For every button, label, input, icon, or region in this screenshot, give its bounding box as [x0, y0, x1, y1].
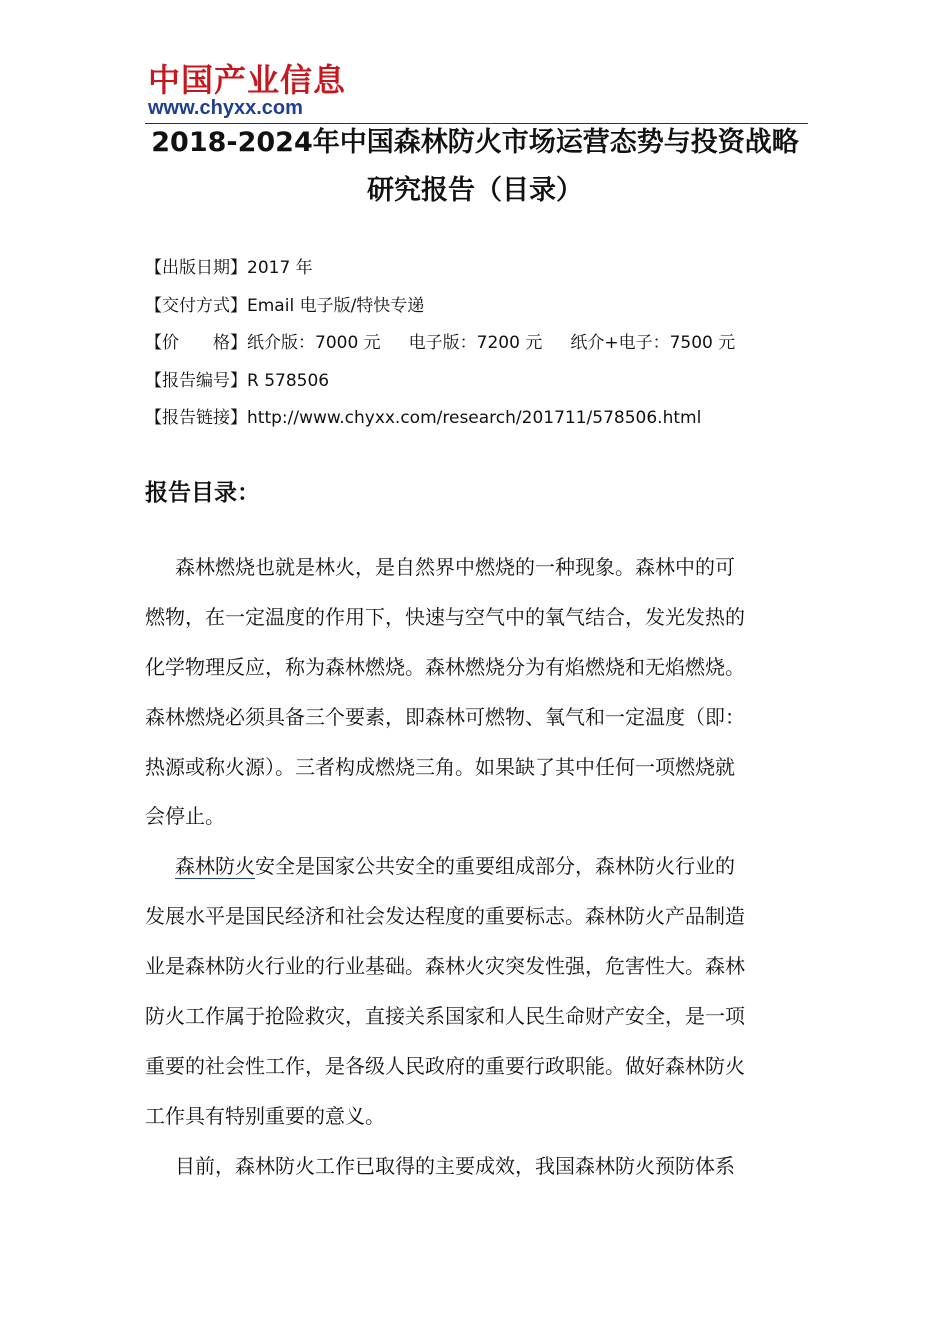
- paragraph-2-line: 业是森林防火行业的行业基础。森林火灾突发性强，危害性大。森林: [145, 954, 745, 979]
- price-row: [145, 325, 735, 363]
- report-code-value: R 578506: [247, 370, 330, 391]
- delivery-label: 【交付方式】: [145, 295, 247, 316]
- report-title-line-2: 研究报告（目录）: [367, 175, 583, 206]
- paragraph-2-line: 重要的社会性工作，是各级人民政府的重要行政职能。做好森林防火: [145, 1053, 745, 1078]
- paragraph-1-line: 森林燃烧也就是林火，是自然界中燃烧的一种现象。森林中的可: [175, 555, 735, 579]
- report-meta: [145, 250, 735, 438]
- paragraph-1-line: 森林燃烧必须具备三个要素，即森林可燃物、氧气和一定温度（即：: [145, 704, 745, 729]
- forest-fire-link[interactable]: 森林防火: [175, 854, 255, 879]
- price-electronic: 电子版：7200 元: [408, 333, 543, 353]
- publish-date-value: 2017 年: [247, 258, 313, 278]
- toc-heading: 报告目录：: [145, 480, 260, 506]
- price-combined: 纸介+电子：7500 元: [570, 333, 736, 353]
- report-body: [145, 543, 825, 1192]
- logo-url: www.chyxx.com: [148, 97, 303, 119]
- company-logo: [148, 62, 348, 119]
- paragraph-2-first-text: 安全是国家公共安全的重要组成部分，森林防火行业的: [255, 854, 735, 879]
- paragraph-2-line: 工作具有特别重要的意义。: [145, 1103, 385, 1128]
- price-label: 【价 格】: [145, 333, 247, 353]
- logo-name: 中国产业信息: [148, 61, 347, 99]
- header-divider: [145, 123, 808, 124]
- delivery-value: Email 电子版/特快专递: [247, 295, 425, 316]
- delivery-row: [145, 288, 735, 326]
- report-code-row: [145, 363, 735, 401]
- report-title-line-1: 2018-2024年中国森林防火市场运营态势与投资战略: [151, 127, 799, 158]
- paragraph-1-line: 化学物理反应，称为森林燃烧。森林燃烧分为有焰燃烧和无焰燃烧。: [145, 654, 745, 679]
- report-code-label: 【报告编号】: [145, 370, 247, 391]
- paragraph-2-line: 防火工作属于抢险救灾，直接关系国家和人民生命财产安全，是一项: [145, 1004, 745, 1029]
- paragraph-1-line: 会停止。: [145, 804, 225, 829]
- paragraph-3-line: 目前，森林防火工作已取得的主要成效，我国森林防火预防体系: [175, 1153, 735, 1178]
- price-paper: 纸介版：7000 元: [247, 333, 381, 353]
- report-link-label: 【报告链接】: [145, 408, 247, 428]
- paragraph-1-line: 燃物，在一定温度的作用下，快速与空气中的氧气结合，发光发热的: [145, 604, 745, 629]
- paragraph-1-line: 热源或称火源）。三者构成燃烧三角。如果缺了其中任何一项燃烧就: [145, 754, 735, 779]
- publish-date-label: 【出版日期】: [145, 258, 247, 278]
- paragraph-2-line: [145, 842, 825, 892]
- report-link-url[interactable]: http://www.chyxx.com/research/201711/578506.html: [247, 408, 702, 428]
- paragraph-2-line: 发展水平是国民经济和社会发达程度的重要标志。森林防火产品制造: [145, 904, 745, 929]
- publish-date-row: [145, 250, 735, 288]
- report-link-row: [145, 400, 735, 438]
